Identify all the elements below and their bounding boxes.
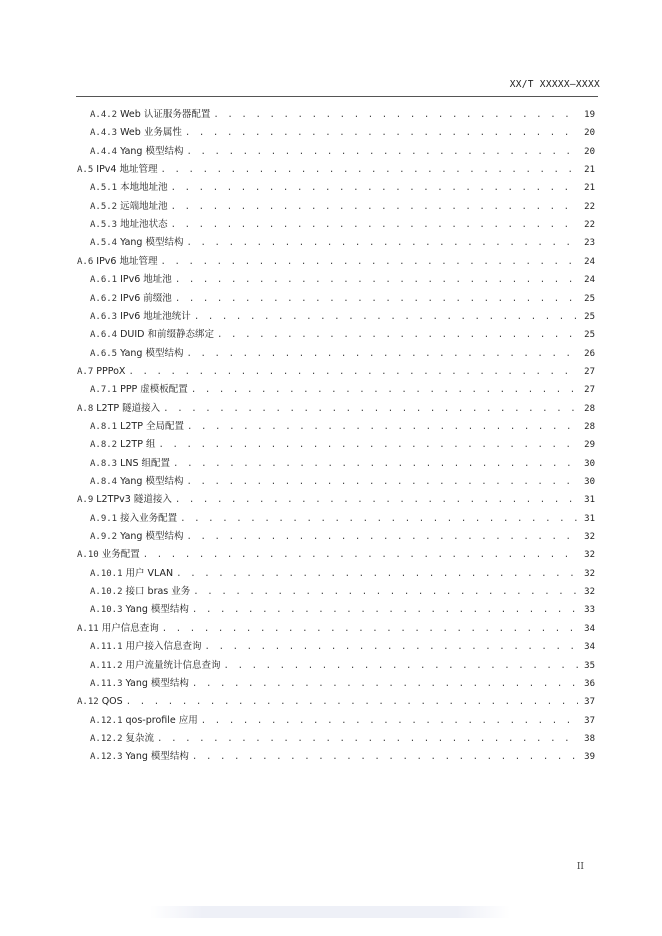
toc-entry-page: 39 [584, 752, 595, 763]
toc-entry-page: 24 [584, 275, 595, 286]
toc-entry-title: 本地地址池 [120, 182, 168, 194]
toc-entry[interactable] [77, 161, 595, 179]
toc-entry-number: A.10 [77, 550, 99, 561]
toc-entry-title: LNS 组配置 [120, 457, 171, 469]
toc-entry-title: IPv6 地址池统计 [120, 310, 191, 322]
toc-dot-leader [213, 106, 578, 124]
toc-entry-number: A.6 [77, 256, 94, 267]
toc-entry[interactable] [77, 693, 595, 711]
toc-entry[interactable] [90, 345, 595, 363]
toc-entry-page: 31 [584, 495, 595, 506]
toc-entry-number: A.12 [77, 697, 99, 708]
toc-dot-leader [191, 381, 578, 399]
toc-entry[interactable] [90, 436, 595, 454]
toc-dot-leader [126, 693, 578, 711]
toc-dot-leader [187, 418, 578, 436]
toc-dot-leader [192, 748, 578, 766]
toc-dot-leader [186, 528, 578, 546]
toc-entry-page: 21 [584, 183, 595, 194]
toc-entry-number: A.4.3 [90, 128, 118, 139]
toc-entry-page: 34 [584, 623, 595, 634]
toc-entry-page: 20 [584, 128, 595, 139]
toc-entry-number: A.8.1 [90, 421, 118, 432]
toc-entry-page: 29 [584, 440, 595, 451]
toc-entry-title: L2TP 隧道接入 [96, 402, 161, 414]
toc-dot-leader [163, 400, 578, 418]
toc-entry-page: 35 [584, 660, 595, 671]
toc-entry-title: Yang 模型结构 [125, 751, 189, 763]
toc-entry-page: 22 [584, 201, 595, 212]
toc-entry[interactable] [90, 528, 595, 546]
toc-entry[interactable] [90, 675, 595, 693]
toc-entry-number: A.6.1 [90, 275, 118, 286]
toc-dot-leader [175, 491, 578, 509]
toc-entry-number: A.6.2 [90, 293, 118, 304]
toc-entry-number: A.4.2 [90, 110, 118, 120]
toc-entry-title: L2TP 全局配置 [120, 420, 184, 432]
toc-entry-page: 30 [584, 458, 595, 469]
toc-dot-leader [186, 473, 578, 491]
toc-dot-leader [143, 546, 578, 564]
toc-entry-number: A.6.4 [90, 330, 118, 341]
toc-entry-number: A.4.4 [90, 146, 118, 157]
toc-entry[interactable] [90, 601, 595, 619]
toc-entry-title: 业务配置 [101, 549, 140, 561]
toc-entry[interactable] [90, 730, 595, 748]
toc-entry-title: IPv4 地址管理 [96, 164, 158, 176]
toc-dot-leader [192, 675, 578, 693]
toc-entry-page: 32 [584, 568, 595, 579]
toc-entry-title: 用户信息查询 [101, 622, 159, 634]
toc-entry[interactable] [90, 418, 595, 436]
toc-entry-title: DUID 和前缀静态绑定 [120, 329, 214, 341]
toc-entry-number: A.9.1 [90, 513, 118, 524]
toc-entry[interactable] [90, 326, 595, 344]
toc-entry-number: A.12.1 [90, 715, 123, 726]
toc-entry-page: 37 [584, 697, 595, 708]
toc-dot-leader [186, 234, 578, 252]
toc-entry[interactable] [90, 657, 595, 675]
toc-dot-leader [185, 124, 578, 142]
toc-entry[interactable] [90, 638, 595, 656]
toc-entry-title: 用户 VLAN [125, 567, 174, 579]
toc-entry[interactable] [77, 363, 595, 381]
toc-entry-number: A.12.2 [90, 733, 123, 744]
toc-entry-page: 25 [584, 330, 595, 341]
toc-entry-page: 27 [584, 385, 595, 396]
toc-entry-number: A.6.3 [90, 311, 118, 322]
toc-entry-title: IPv6 地址池 [120, 274, 172, 286]
toc-entry-page: 20 [584, 146, 595, 157]
toc-entry-page: 28 [584, 421, 595, 432]
toc-entry-title: qos-profile 应用 [125, 714, 198, 726]
toc-entry-title: 用户接入信息查询 [125, 641, 202, 653]
toc-entry-number: A.5 [77, 165, 94, 176]
toc-entry-title: Web 认证服务器配置 [120, 109, 211, 120]
toc-entry-title: Web 业务属性 [120, 127, 182, 139]
toc-entry-number: A.11.1 [90, 642, 123, 653]
toc-dot-leader [193, 583, 578, 601]
toc-dot-leader [186, 345, 578, 363]
toc-entry[interactable] [90, 473, 595, 491]
toc-entry-number: A.5.1 [90, 183, 118, 194]
toc-entry-page: 19 [584, 110, 595, 120]
toc-entry-number: A.10.2 [90, 587, 123, 598]
toc-dot-leader [171, 179, 578, 197]
toc-entry[interactable] [90, 381, 595, 399]
toc-entry-number: A.10.3 [90, 605, 123, 616]
toc-entry-page: 38 [584, 733, 595, 744]
toc-entry-number: A.11.2 [90, 660, 123, 671]
page-number: II [576, 862, 584, 872]
toc-entry-page: 25 [584, 293, 595, 304]
toc-entry[interactable] [90, 290, 595, 308]
toc-entry-page: 21 [584, 165, 595, 176]
toc-dot-leader [171, 216, 578, 234]
toc-entry-page: 32 [584, 587, 595, 598]
toc-dot-leader [157, 730, 578, 748]
toc-entry-title: L2TP 组 [120, 439, 156, 451]
toc-dot-leader [175, 271, 578, 289]
toc-entry-page: 36 [584, 678, 595, 689]
toc-entry[interactable] [90, 198, 595, 216]
toc-entry-title: IPv6 地址管理 [96, 255, 158, 267]
toc-entry[interactable] [90, 179, 595, 197]
toc-entry-page: 32 [584, 532, 595, 543]
toc-entry-number: A.8.3 [90, 458, 118, 469]
toc-dot-leader [180, 510, 578, 528]
toc-entry-number: A.10.1 [90, 568, 123, 579]
toc-entry[interactable] [77, 491, 595, 509]
toc-entry-number: A.8.4 [90, 477, 118, 487]
toc-dot-leader [160, 161, 578, 179]
toc-entry[interactable] [90, 455, 595, 473]
toc-entry-page: 32 [584, 550, 595, 561]
toc-entry-title: 用户流量统计信息查询 [125, 659, 221, 671]
toc-dot-leader [176, 565, 578, 583]
toc-dot-leader [201, 712, 578, 730]
toc-entry-number: A.9 [77, 495, 94, 506]
toc-entry-page: 27 [584, 366, 595, 377]
toc-entry[interactable] [90, 143, 595, 161]
toc-entry[interactable] [90, 712, 595, 730]
toc-entry-number: A.5.3 [90, 220, 118, 231]
toc-dot-leader [175, 290, 578, 308]
toc-entry-page: 30 [584, 477, 595, 487]
toc-entry-title: Yang 模型结构 [120, 476, 184, 487]
toc-entry[interactable] [90, 510, 595, 528]
toc-entry[interactable] [77, 546, 595, 564]
header-divider [76, 96, 598, 97]
toc-entry-page: 37 [584, 715, 595, 726]
toc-entry-page: 22 [584, 220, 595, 231]
toc-entry[interactable] [90, 234, 595, 252]
toc-dot-leader [205, 638, 578, 656]
toc-entry-number: A.8 [77, 403, 94, 414]
toc-entry-page: 24 [584, 256, 595, 267]
toc-entry-page: 25 [584, 311, 595, 322]
toc-entry[interactable] [77, 253, 595, 271]
toc-entry-title: Yang 模型结构 [120, 531, 184, 543]
toc-entry-page: 34 [584, 642, 595, 653]
toc-entry-page: 26 [584, 348, 595, 359]
toc-entry[interactable] [90, 308, 595, 326]
toc-entry[interactable] [90, 216, 595, 234]
toc-entry-number: A.7.1 [90, 385, 118, 396]
standard-number-header: XX/T XXXXX—XXXX [509, 79, 600, 90]
toc-entry-number: A.5.2 [90, 201, 118, 212]
toc-entry-title: Yang 模型结构 [125, 677, 189, 689]
toc-entry-title: Yang 模型结构 [125, 604, 189, 616]
toc-entry-number: A.11 [77, 623, 99, 634]
toc-entry[interactable] [90, 106, 595, 124]
toc-entry-title: Yang 模型结构 [120, 145, 184, 157]
toc-entry-number: A.12.3 [90, 752, 123, 763]
toc-entry-number: A.7 [77, 366, 94, 377]
toc-dot-leader [160, 253, 578, 271]
toc-dot-leader [224, 657, 578, 675]
toc-entry[interactable] [90, 583, 595, 601]
toc-dot-leader [171, 198, 578, 216]
toc-entry[interactable] [90, 124, 595, 142]
toc-entry-title: 复杂流 [125, 732, 155, 744]
toc-entry-number: A.9.2 [90, 532, 118, 543]
toc-entry-title: PPPoX [96, 365, 126, 377]
toc-entry-page: 31 [584, 513, 595, 524]
toc-entry[interactable] [90, 748, 595, 766]
toc-entry-title: Yang 模型结构 [120, 347, 184, 359]
toc-entry[interactable] [77, 620, 595, 638]
toc-entry-number: A.5.4 [90, 238, 118, 249]
toc-entry-title: L2TPv3 隧道接入 [96, 494, 172, 506]
toc-entry-number: A.11.3 [90, 678, 123, 689]
toc-dot-leader [128, 363, 578, 381]
toc-entry-title: 接口 bras 业务 [125, 586, 191, 598]
toc-entry-title: 接入业务配置 [120, 512, 178, 524]
toc-entry-page: 33 [584, 605, 595, 616]
toc-entry[interactable] [90, 565, 595, 583]
toc-entry-title: 远端地址池 [120, 200, 168, 212]
toc-entry-title: 地址池状态 [120, 219, 168, 231]
toc-dot-leader [173, 455, 578, 473]
toc-entry-number: A.8.2 [90, 440, 118, 451]
toc-entry-page: 28 [584, 403, 595, 414]
toc-dot-leader [162, 620, 578, 638]
footer-watermark [150, 906, 510, 918]
toc-entry-title: Yang 模型结构 [120, 237, 184, 249]
toc-entry-title: QOS [101, 696, 123, 708]
toc-dot-leader [186, 143, 578, 161]
toc-dot-leader [194, 308, 578, 326]
toc-dot-leader [217, 326, 578, 344]
toc-dot-leader [192, 601, 578, 619]
toc-entry-page: 23 [584, 238, 595, 249]
toc-entry-title: IPv6 前缀池 [120, 292, 172, 304]
toc-dot-leader [158, 436, 578, 454]
toc-entry[interactable] [90, 271, 595, 289]
toc-entry-title: PPP 虚模板配置 [120, 384, 188, 396]
toc-entry-number: A.6.5 [90, 348, 118, 359]
toc-entry[interactable] [77, 400, 595, 418]
